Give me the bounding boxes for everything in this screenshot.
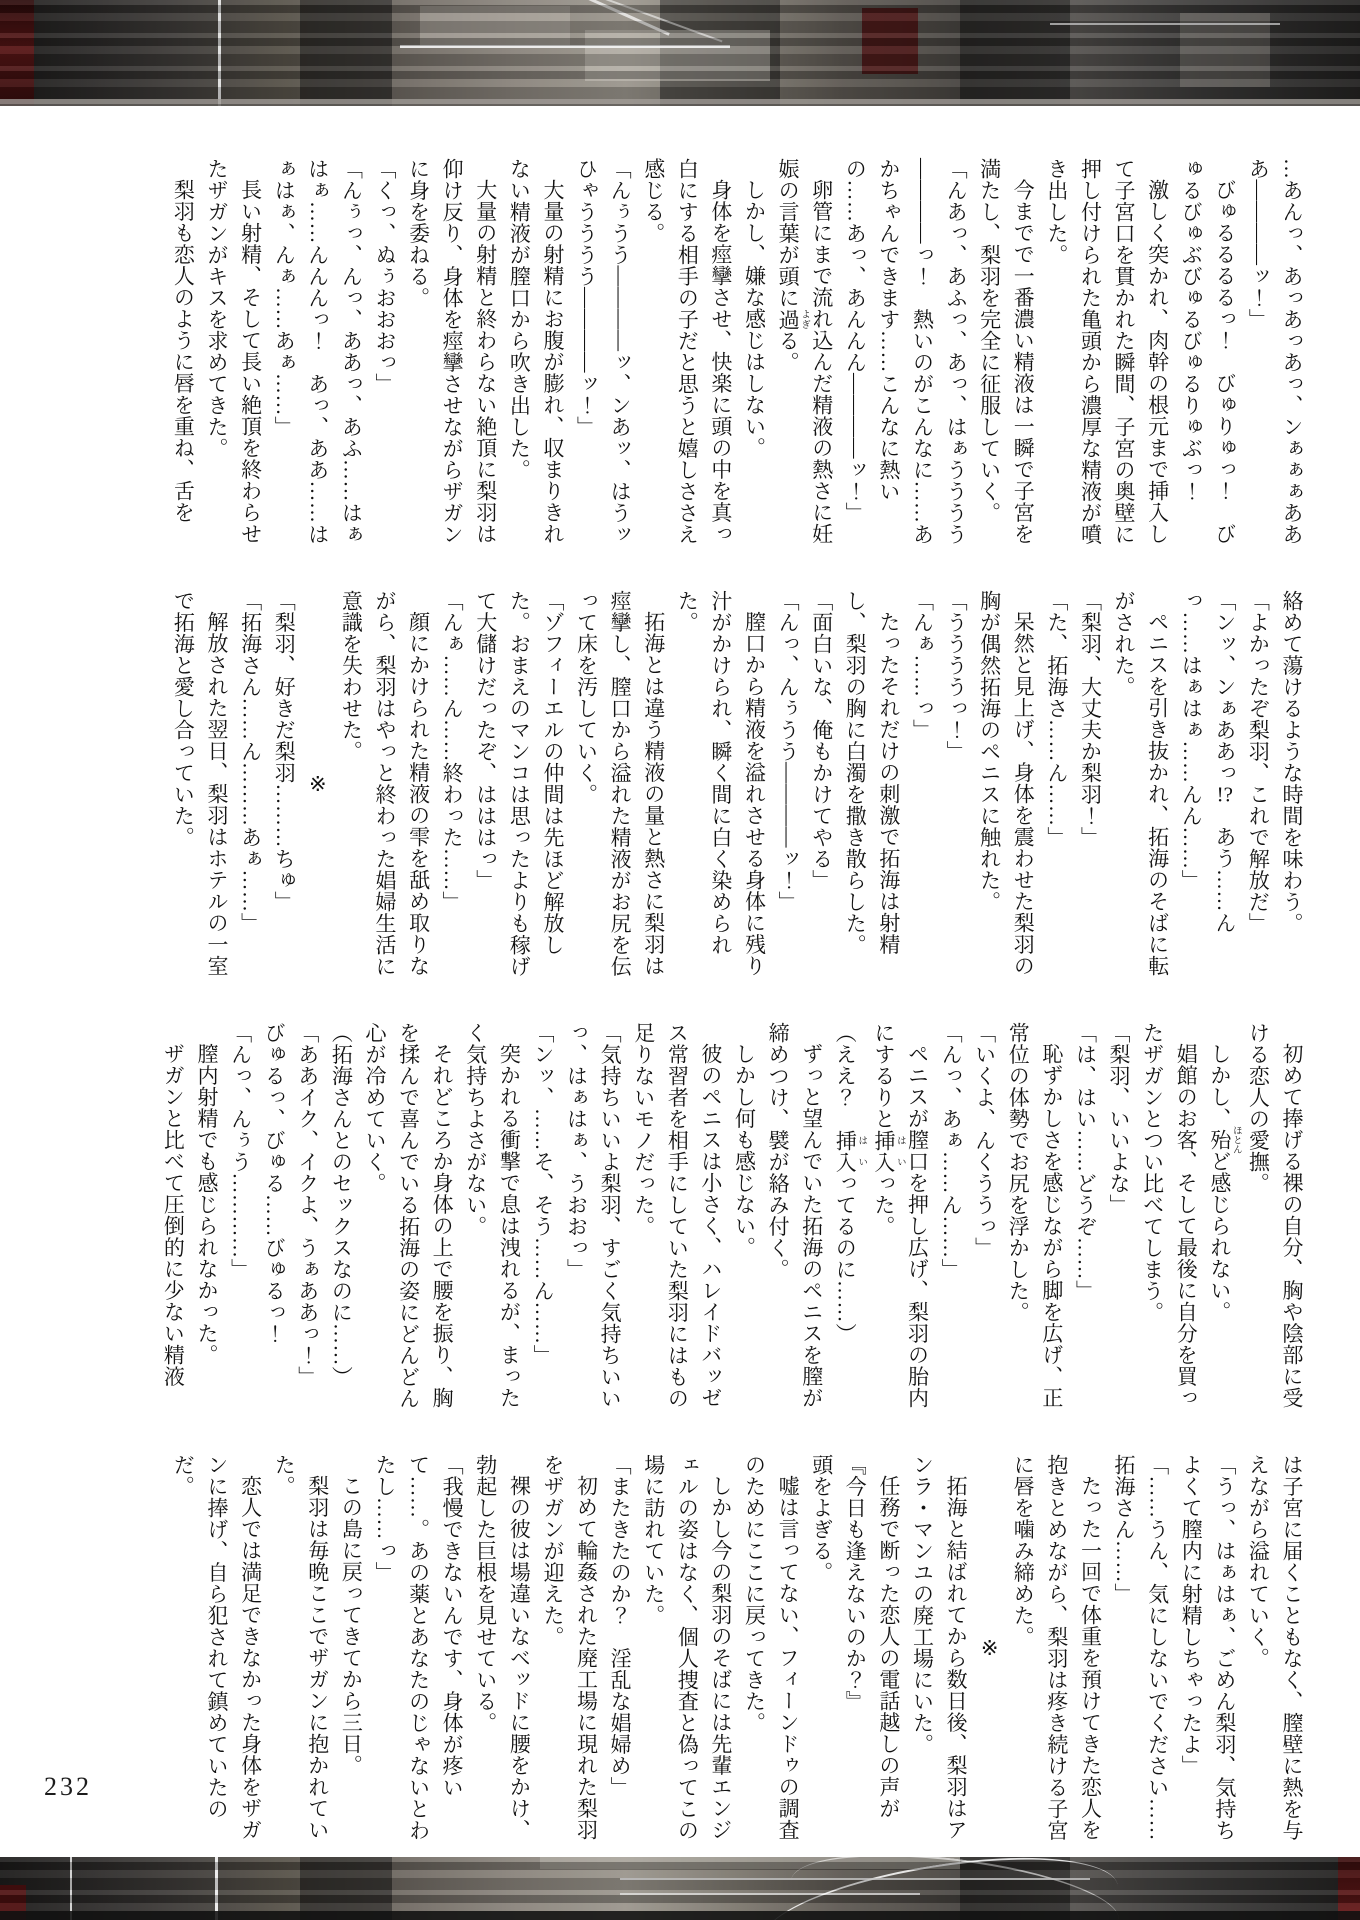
paragraph: 任務で断った恋人の電話越しの声が — [876, 1475, 901, 1819]
paragraph: 呆然と見上げ、身体を震わせた梨羽の胸が偶然拓海のペニスに触れた。 — [977, 590, 1036, 977]
paragraph: 卵管にまで流れ込んだ精液の熱さに妊娠の言葉が頭に過 よぎる。 — [776, 158, 834, 545]
glitch-fragment — [786, 1857, 1124, 1920]
glitch-fragment — [400, 45, 730, 48]
paragraph: 「うっ、はぁはぁ、ごめん梨羽、気持ちよくて膣内に射精しちゃったよ」 — [1179, 1454, 1237, 1841]
paragraph: 拓海と結ばれてから数日後、梨羽はアンラ・マンユの廃工場にいた。 — [910, 1454, 969, 1841]
paragraph: 膣口から精液を溢れさせる身体に残り汁がかけられ、瞬く間に白く染められた。 — [675, 590, 767, 977]
paragraph: ペニスが膣口を押し広げ、梨羽の胎内にするりと挿入 はいった。 — [871, 1022, 930, 1409]
paragraph: 「拓海さん……ん………あぁ……」 — [238, 590, 263, 934]
glitch-fragment — [0, 0, 34, 106]
novel-text-block — [130, 158, 1308, 1886]
paragraph: しかし今の梨羽のそばには先輩エンジェルの姿はなく、個人捜査と偽ってこの場に訪れていた。 — [641, 1454, 733, 1841]
paragraph: たったそれだけの刺激で拓海は射精し、梨羽の胸に白濁を撒き散らした。 — [843, 590, 901, 956]
paragraph: 大量の射精にお腹が膨れ、収まりきれない精液が膣口から吹き出した。 — [507, 158, 565, 545]
glitch-fragment — [620, 1893, 920, 1895]
glitch-fragment — [0, 1911, 1360, 1920]
page-number: 232 — [44, 1772, 92, 1801]
paragraph: 「またきたのか？ 淫乱な娼婦め」 — [608, 1454, 633, 1798]
paragraph: 恋人では満足できなかった身体をザガンに捧げ、自ら犯されて鎮めていたのだ。 — [171, 1454, 263, 1841]
glitch-fragment — [300, 0, 392, 106]
paragraph: ※ — [977, 1635, 1002, 1661]
paragraph: 身体を痙攣させ、快楽に頭の中を真っ白にする相手の子だと思うと嬉しささえ感じる。 — [641, 158, 733, 545]
paragraph: ずっと望んでいた拓海のペニスを膣が締めつけ、襞が絡み付く。 — [766, 1022, 824, 1409]
paragraph: 「梨羽、好きだ梨羽………ちゅ」 — [272, 590, 297, 913]
paragraph: （ええ？ 挿入 はいってるのに……） — [833, 1022, 867, 1345]
glitch-fragment — [0, 99, 1360, 106]
glitch-fragment — [1050, 23, 1280, 25]
glitch-fragment — [218, 0, 221, 106]
glitch-fragment — [420, 6, 570, 46]
glitch-fragment — [477, 0, 722, 42]
glitch-fragment — [862, 8, 918, 74]
paragraph: 「た、拓海さ……ん……」 — [1044, 590, 1069, 848]
paragraph: しかし、嫌な感じはしない。 — [742, 179, 767, 459]
paragraph: びゅるるるるっ！ びゅりゅっ！ びゅるびゅぶびゅるびゅるりゅぶっ！ — [1179, 158, 1237, 545]
paragraph: この島に戻ってきてから三日。 — [339, 1475, 364, 1776]
paragraph: 「くっ、ぬぅおおおっ」 — [372, 158, 397, 395]
glitch-fragment — [1338, 1857, 1360, 1920]
glitch-fragment — [300, 1857, 392, 1920]
paragraph: 大量の射精と終わらない絶頂に梨羽は仰け反り、身体を痙攣させながらザガンに身を委ねる。 — [406, 158, 498, 545]
paragraph: 膣内射精でも感じられなかった。 — [195, 1043, 219, 1366]
glitch-collage-bottom — [0, 1857, 1360, 1920]
glitch-fragment — [755, 1857, 1126, 1920]
glitch-fragment — [960, 1857, 1070, 1920]
glitch-fragment — [70, 1857, 72, 1920]
glitch-fragment — [960, 0, 1070, 106]
paragraph: 「ンッ、……そ、そう……ん……」 — [530, 1022, 555, 1366]
paragraph: は子宮に届くこともなく、膣壁に熱を与えながら溢れていく。 — [1246, 1454, 1304, 1841]
paragraph: 「んっ、んぅうう――――ッ！」 — [776, 590, 801, 913]
text-row-2 — [130, 590, 1308, 978]
paragraph: 「梨羽、いいよな」 — [1107, 1022, 1132, 1216]
paragraph: 彼のペニスは小さく、ハレイドバッゼス常習者を相手にしていた梨羽にはもの足りないモノだった。 — [631, 1022, 723, 1409]
paragraph: 「ううううっ！」 — [944, 590, 969, 762]
glitch-fragment — [540, 1857, 960, 1869]
paragraph: ザガンと比べて圧倒的に少ない精液 — [161, 1043, 186, 1387]
text-row-1 — [130, 158, 1308, 546]
paragraph: びゅるっ、びゅる……びゅるっ！ — [262, 1022, 287, 1345]
paragraph: 梨羽も恋人のように唇を重ね、舌を — [171, 179, 196, 523]
paragraph: 拓海とは違う精液の量と熱さに梨羽は痙攣し、膣口から溢れた精液がお尻を伝って床を汚していく。 — [574, 590, 666, 977]
paragraph: 梨羽は毎晩ここでザガンに抱かれていた。 — [272, 1454, 330, 1841]
paragraph: 「ゾフィーエルの仲間は先ほど解放した。おまえのマンコは思ったよりも稼げて大儲けだったぞ、はははっ」 — [473, 590, 565, 977]
paragraph: たった一回で体重を預けてきた恋人を抱きとめながら、梨羽は疼き続ける子宮に唇を噛み締めた。 — [1011, 1454, 1103, 1841]
paragraph: 「気持ちいいよ梨羽、すごく気持ちいいっ、はぁはぁ、うおおっ」 — [564, 1022, 623, 1409]
paragraph: 「んっ、あぁ……ん……」 — [939, 1022, 964, 1280]
paragraph: 嘘は言ってない、フィーンドゥの調査のためにここに戻ってきた。 — [742, 1454, 801, 1841]
paragraph: それどころか身体の上で腰を振り、胸を揉んで喜んでいる拓海の姿にどんどん心が冷めていく。 — [362, 1022, 455, 1409]
glitch-fragment — [0, 1885, 26, 1920]
paragraph: ※ — [305, 771, 330, 797]
paragraph: 「んぁ……っ」 — [910, 590, 935, 741]
paragraph: 娼館のお客、そして最後に自分を買ったザガンとつい比べてしまう。 — [1140, 1022, 1199, 1409]
paragraph: 「んあっ、あふっ、あっ、はぁうううう――――っ！ 熱いのがこんなに……あかちゃんできます……こんなに熱いの……あっ、あんんん――――ッ！」 — [843, 158, 969, 545]
paragraph: 「ンッ、ンぁああっ!? あう……んっ……はぁはぁ……んん……」 — [1179, 590, 1237, 934]
paragraph: 「んぅっ、んっ、ああっ、あふ……はぁはぁ……んんんっ！ あっ、ああ……はぁはぁ、んぁ……あぁ……」 — [272, 158, 364, 545]
paragraph: 「面白いな、俺もかけてやる」 — [809, 590, 834, 891]
paragraph: 「我慢できないんです、身体が疼いて……。あの薬とあなたのじゃないとわたし……っ」 — [372, 1454, 465, 1841]
glitch-fragment — [1180, 13, 1270, 87]
glitch-fragment — [215, 1857, 218, 1920]
paragraph: しかし何も感じない。 — [732, 1043, 757, 1258]
glitch-collage-top — [0, 0, 1360, 106]
paragraph: 『今日も逢えないのか？』 — [843, 1454, 868, 1712]
paragraph: 絡めて蕩けるような時間を味わう。 — [1280, 590, 1304, 934]
paragraph: （拓海さんとのセックスなのに……） — [329, 1022, 354, 1388]
paragraph: 「よかったぞ梨羽、これで解放だ」 — [1246, 590, 1271, 934]
paragraph: 顔にかけられた精液の雫を舐め取りながら、梨羽はやっと終わった娼婦生活に意識を失わせた。 — [339, 590, 431, 977]
paragraph: 「んぁ……ん……終わった……」 — [440, 590, 465, 913]
paragraph: 「は、はい……どうぞ……」 — [1073, 1022, 1098, 1302]
paragraph: 頭をよぎる。 — [809, 1454, 834, 1583]
glitch-fragment — [585, 30, 770, 81]
paragraph: 「梨羽、大丈夫か梨羽！」 — [1078, 590, 1103, 848]
paragraph: 「いくよ、んくううっ」 — [972, 1022, 997, 1259]
paragraph: 突かれる衝撃で息は洩れるが、まったく気持ちよさがない。 — [463, 1022, 522, 1409]
paragraph: 初めて輪姦された廃工場に現れた梨羽をザガンが迎えた。 — [540, 1454, 599, 1841]
paragraph: 「んぅうう――――ッ、ンあッ、はうッひゃうううう――――ッ！」 — [574, 158, 633, 545]
paragraph: 「んっ、んぅう…………」 — [228, 1022, 253, 1280]
paragraph: 「ああイク、イクよ、うぁああっ！」 — [295, 1022, 320, 1388]
paragraph: しかし、殆 ほとんど感じられない。 — [1207, 1043, 1241, 1323]
paragraph: ペニスを引き抜かれ、拓海のそばに転がされた。 — [1112, 590, 1170, 977]
paragraph: 「……うん、気にしないでください……拓海さん……」 — [1112, 1454, 1170, 1841]
paragraph: 恥ずかしさを感じながら脚を広げ、正常位の体勢でお尻を浮かした。 — [1006, 1022, 1064, 1409]
glitch-fragment — [440, 0, 670, 36]
paragraph: 裸の彼は場違いなベッドに腰をかけ、勃起した巨根を見せている。 — [473, 1454, 532, 1841]
paragraph: 今までで一番濃い精液は一瞬で子宮を満たし、梨羽を完全に征服していく。 — [977, 158, 1036, 545]
glitch-fragment — [660, 0, 780, 106]
paragraph: 激しく突かれ、肉幹の根元まで挿入して子宮口を貫かれた瞬間、子宮の奥壁に押し付けられた亀頭から濃厚な精液が噴き出した。 — [1044, 158, 1170, 545]
text-row-3 — [130, 1022, 1308, 1410]
paragraph: 長い射精、そして長い絶頂を終わらせたザガンがキスを求めてきた。 — [205, 158, 263, 545]
glitch-fragment — [620, 1878, 1090, 1880]
text-row-4 — [130, 1454, 1308, 1842]
paragraph: 解放された翌日、梨羽はホテルの一室で拓海と愛し合っていた。 — [171, 590, 229, 977]
paragraph: 初めて捧げる裸の自分、胸や陰部に受ける恋人の愛撫。 — [1246, 1022, 1304, 1409]
paragraph: …あんっ、あっあっあっ、ンぁぁぁあああ――――ッ！」 — [1246, 158, 1304, 545]
